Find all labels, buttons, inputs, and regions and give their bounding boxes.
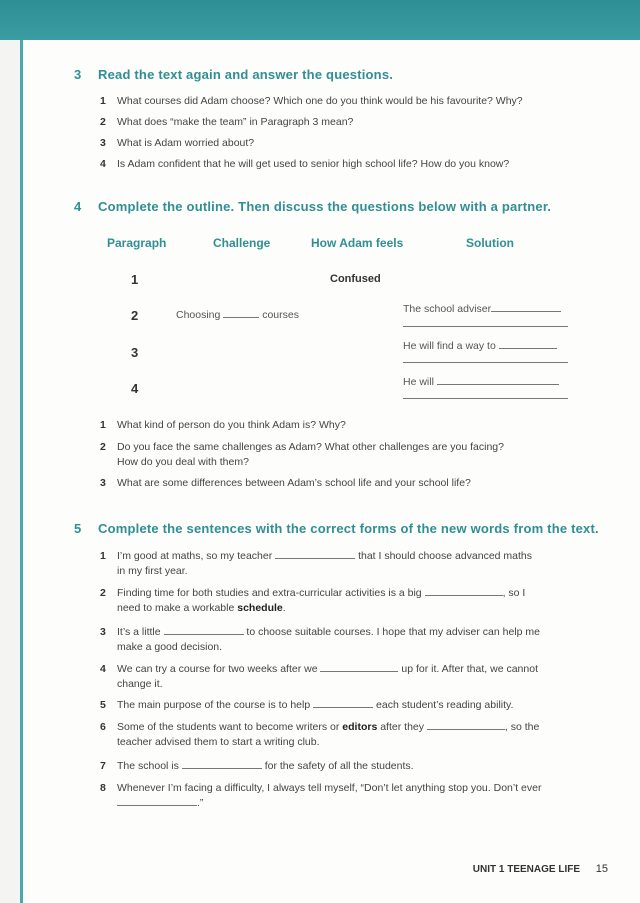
answer-blank[interactable] — [437, 384, 559, 385]
q-number: 3 — [100, 137, 106, 149]
answer-blank[interactable] — [117, 805, 197, 806]
answer-blank[interactable] — [313, 707, 373, 708]
s5-sentence-4 — [100, 662, 538, 692]
sentence-text: , so I — [502, 587, 526, 599]
q-text: What are some differences between Adam’s school life and your school life? — [117, 477, 471, 489]
q-number: 2 — [100, 441, 106, 453]
top-color-band — [0, 0, 640, 40]
page-number: 15 — [595, 863, 608, 875]
q-text: What is Adam worried about? — [117, 137, 255, 149]
table-header-solution: Solution — [466, 236, 514, 250]
sentence-text: Whenever I’m facing a difficulty, I always tell myself, “Don’t let anything stop you. Don’t ever — [117, 782, 542, 794]
q-number: 1 — [100, 95, 106, 107]
q-text: Is Adam confident that he will get used to senior high school life? How do you know? — [117, 158, 510, 170]
solution-cell-4 — [403, 376, 559, 388]
answer-blank[interactable] — [275, 558, 355, 559]
sentence-text: , so the — [504, 721, 540, 733]
section-4-number: 4 — [74, 199, 82, 214]
q-number: 2 — [100, 587, 106, 599]
feels-confused: Confused — [330, 273, 381, 285]
sentence-text: in my first year. — [117, 565, 188, 577]
q-number: 2 — [100, 116, 106, 128]
s3-question-2 — [100, 115, 354, 130]
s3-question-1 — [100, 94, 523, 109]
s4-question-3 — [100, 476, 471, 491]
sentence-text: for the safety of all the students. — [264, 760, 414, 772]
table-paragraph-3: 3 — [131, 345, 139, 360]
q-number: 8 — [100, 782, 106, 794]
s5-sentence-6 — [100, 720, 540, 750]
challenge-text-pre: Choosing — [176, 309, 221, 321]
solution-text: He will find a way to — [403, 340, 496, 352]
answer-blank[interactable] — [427, 729, 505, 730]
q-number: 1 — [100, 419, 106, 431]
table-header-feels: How Adam feels — [311, 236, 404, 250]
sentence-text: Some of the students want to become writers or — [117, 721, 340, 733]
s5-sentence-2 — [100, 586, 526, 616]
sentence-text: make a good decision. — [117, 641, 223, 653]
q-number: 6 — [100, 721, 106, 733]
s4-question-2 — [100, 440, 504, 470]
q-number: 3 — [100, 477, 106, 489]
challenge-cell-2 — [176, 309, 299, 321]
answer-line[interactable] — [403, 326, 568, 327]
sentence-text: that I should choose advanced maths — [358, 550, 533, 562]
answer-line[interactable] — [403, 398, 568, 399]
q-number: 4 — [100, 663, 106, 675]
sentence-text: Finding time for both studies and extra-curricular activities is a big — [117, 587, 422, 599]
answer-line[interactable] — [403, 362, 568, 363]
s3-question-3 — [100, 136, 255, 151]
sentence-text: We can try a course for two weeks after we — [117, 663, 318, 675]
answer-blank[interactable] — [491, 311, 561, 312]
footer-unit-title: UNIT 1 TEENAGE LIFE — [472, 864, 580, 875]
sentence-text: change it. — [117, 678, 163, 690]
answer-blank[interactable] — [320, 671, 398, 672]
section-5-number: 5 — [74, 521, 82, 536]
q-text-continued: How do you deal with them? — [117, 456, 249, 468]
sentence-text: need to make a workable — [117, 602, 235, 614]
s5-sentence-1 — [100, 549, 533, 579]
sentence-text: The school is — [117, 760, 179, 772]
answer-blank[interactable] — [223, 317, 259, 318]
q-text: What does “make the team” in Paragraph 3 mean? — [117, 116, 354, 128]
solution-cell-3 — [403, 340, 557, 352]
table-paragraph-1: 1 — [131, 272, 139, 287]
sentence-text: teacher advised them to start a writing club. — [117, 736, 320, 748]
answer-blank[interactable] — [164, 634, 244, 635]
solution-text: He will — [403, 376, 434, 388]
sentence-text: to choose suitable courses. I hope that my adviser can help me — [246, 626, 541, 638]
section-5-title: Complete the sentences with the correct forms of the new words from the text. — [98, 521, 599, 536]
table-header-challenge: Challenge — [213, 236, 271, 250]
sentence-text: .” — [197, 797, 204, 809]
sentence-text: after they — [380, 721, 424, 733]
sentence-text: It’s a little — [117, 626, 161, 638]
table-paragraph-4: 4 — [131, 381, 139, 396]
q-number: 4 — [100, 158, 106, 170]
solution-cell-2 — [403, 303, 561, 315]
q-text: What courses did Adam choose? Which one do you think would be his favourite? Why? — [117, 95, 523, 107]
section-4-title: Complete the outline. Then discuss the questions below with a partner. — [98, 199, 552, 214]
s5-sentence-5 — [100, 698, 514, 713]
s5-sentence-8 — [100, 781, 542, 811]
sentence-text: I’m good at maths, so my teacher — [117, 550, 273, 562]
challenge-text-post: courses — [262, 309, 299, 321]
q-text: What kind of person do you think Adam is? Why? — [117, 419, 346, 431]
q-number: 5 — [100, 699, 106, 711]
s5-sentence-7 — [100, 759, 414, 774]
answer-blank[interactable] — [425, 595, 503, 596]
page-margin — [0, 40, 20, 903]
s5-sentence-3 — [100, 625, 541, 655]
answer-blank[interactable] — [499, 348, 557, 349]
sentence-text: up for it. After that, we cannot — [401, 663, 538, 675]
table-paragraph-2: 2 — [131, 308, 139, 323]
sentence-text: The main purpose of the course is to help — [117, 699, 311, 711]
table-header-paragraph: Paragraph — [107, 236, 167, 250]
section-3-title: Read the text again and answer the questions. — [98, 67, 394, 82]
keyword: editors — [342, 721, 378, 733]
q-number: 3 — [100, 626, 106, 638]
section-3-number: 3 — [74, 67, 82, 82]
sentence-text: each student’s reading ability. — [376, 699, 514, 711]
page-left-rule — [20, 40, 23, 903]
q-number: 7 — [100, 760, 106, 772]
sentence-text: . — [282, 602, 286, 614]
q-text: Do you face the same challenges as Adam? What other challenges are you facing? — [117, 441, 504, 453]
s4-question-1 — [100, 418, 346, 433]
keyword: schedule — [237, 602, 283, 614]
q-number: 1 — [100, 550, 106, 562]
solution-text: The school adviser — [403, 303, 492, 315]
answer-blank[interactable] — [182, 768, 262, 769]
s3-question-4 — [100, 157, 510, 172]
